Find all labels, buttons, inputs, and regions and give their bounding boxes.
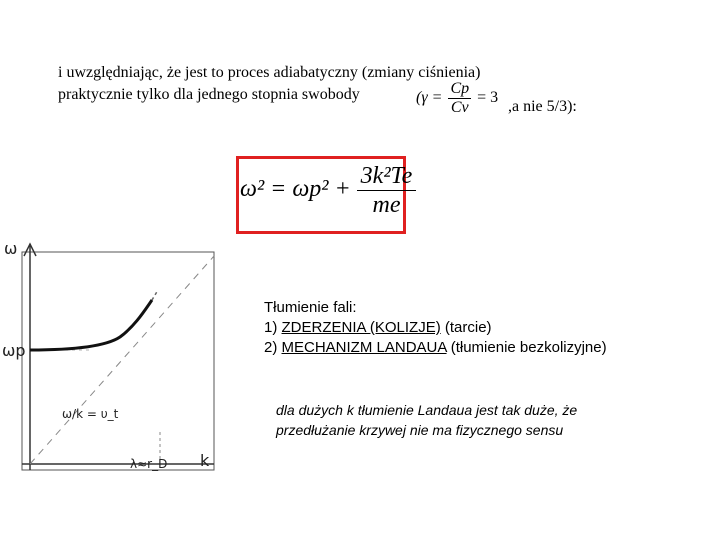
sketch-y-axis-label: ω [4, 239, 18, 258]
gamma-fraction [448, 80, 471, 117]
damping-item-collisions [264, 318, 607, 338]
gamma-after-text: ,a nie 5/3): [508, 98, 577, 115]
intro-line-1: i uwzględniając, że jest to proces adiabatyczny (zmiany ciśnienia) [58, 64, 481, 81]
sketch-wp-label: ωp [2, 341, 26, 360]
dispersion-formula [240, 162, 416, 219]
damping-item-2-number: 2) [264, 339, 278, 356]
formula-numerator: 3k²Te [357, 162, 417, 191]
sketch-frame [22, 252, 214, 470]
gamma-value: = 3 [477, 89, 499, 107]
damping-item-1-number: 1) [264, 319, 278, 336]
damping-item-landau [264, 338, 607, 358]
landau-note [276, 400, 577, 440]
gamma-denominator: Cv [450, 99, 469, 116]
damping-item-2-main: MECHANIZM LANDAUA [281, 339, 447, 356]
formula-lhs: ω² = ωp² + [240, 176, 351, 203]
formula-denominator: me [372, 192, 401, 218]
sketch-asymptote-line [30, 256, 214, 464]
gamma-numerator: Cp [450, 80, 470, 97]
sketch-dispersion-curve [30, 300, 152, 350]
damping-title: Tłumienie fali: [264, 299, 357, 316]
intro-line-2: praktycznie tylko dla jednego stopnia swobody [58, 86, 360, 103]
dispersion-sketch [0, 232, 225, 477]
sketch-curve-continuation [152, 290, 158, 300]
damping-item-1-note: (tarcie) [444, 319, 492, 336]
sketch-x-axis-label: k [200, 451, 210, 470]
damping-list [264, 298, 607, 358]
damping-item-2-note: (tłumienie bezkolizyjne) [450, 339, 607, 356]
landau-note-line-2: przedłużanie krzywej nie ma fizycznego sensu [276, 422, 564, 438]
gamma-expression [416, 80, 498, 117]
damping-item-1-main: ZDERZENIA (KOLIZJE) [281, 319, 441, 336]
formula-fraction [357, 162, 417, 219]
gamma-open: (γ = [416, 89, 443, 107]
sketch-line-label: ω/k = υ_t [62, 407, 119, 421]
landau-note-line-1: dla dużych k tłumienie Landaua jest tak duże, że [276, 402, 578, 418]
sketch-lambda-label: λ≈r_D [130, 457, 168, 471]
